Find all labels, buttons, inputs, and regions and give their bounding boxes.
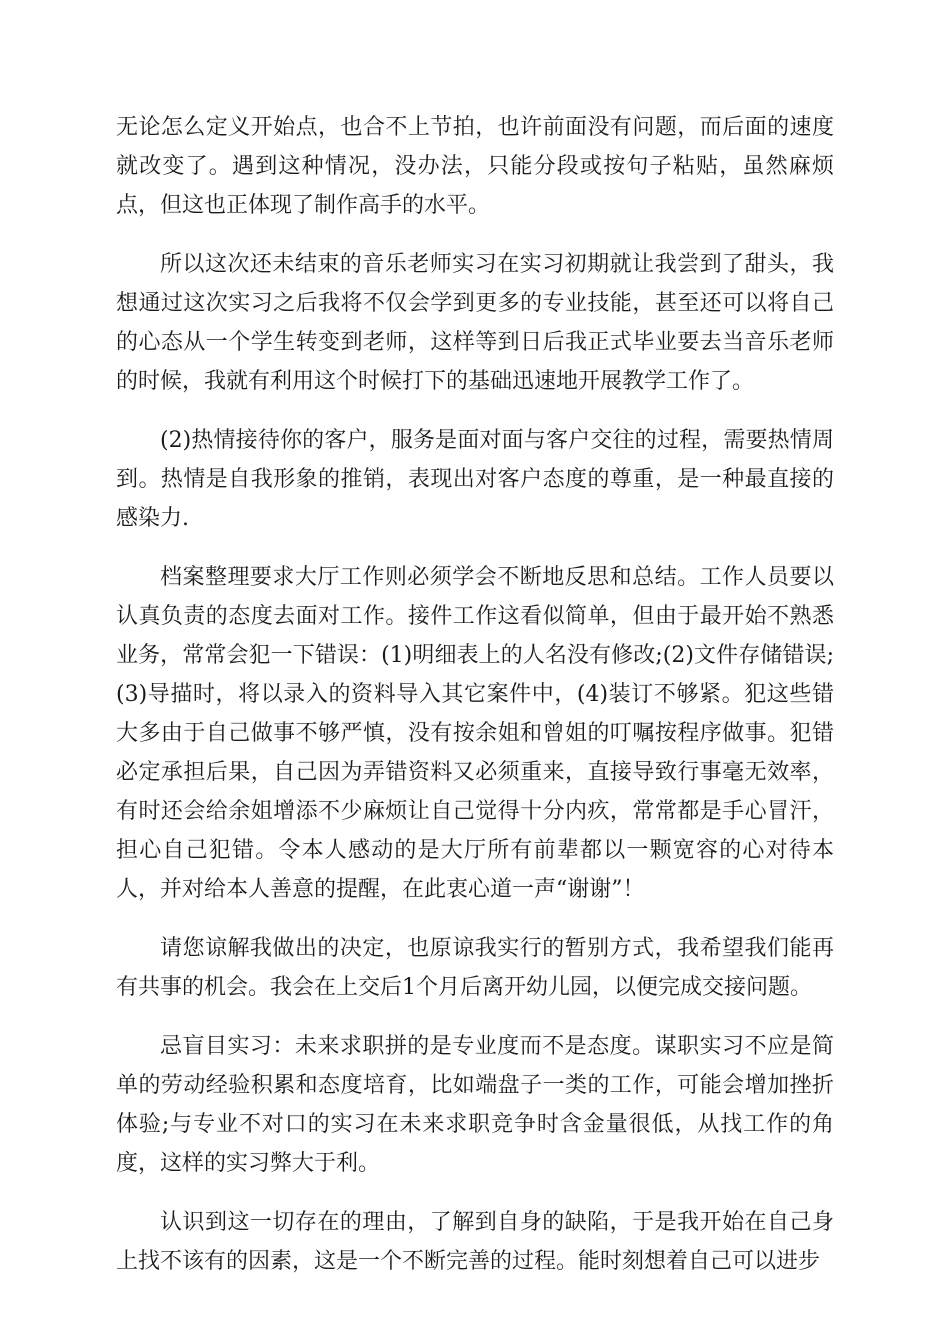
paragraph-resignation: 请您谅解我做出的决定，也原谅我实行的暂别方式，我希望我们能再有共事的机会。我会在上交后1个月后离开幼儿园，以便完成交接问题。 [116, 936, 834, 1000]
paragraph-customer-service: (2)热情接待你的客户，服务是面对面与客户交往的过程，需要热情周到。热情是自我形象的推销，表现出对客户态度的尊重，是一种最直接的感染力. [116, 428, 834, 531]
document-page [116, 108, 834, 1301]
paragraph-self-improvement: 认识到这一切存在的理由，了解到自身的缺陷，于是我开始在自己身上找不该有的因素，这是一个不断完善的过程。能时刻想着自己可以进步 [116, 1210, 834, 1274]
paragraph-music-internship: 所以这次还未结束的音乐老师实习在实习初期就让我尝到了甜头，我想通过这次实习之后我将不仅会学到更多的专业技能，甚至还可以将自己的心态从一个学生转变到老师，这样等到日后我正式毕业要去当音乐老师的时候，我就有利用这个时候打下的基础迅速地开展教学工作了。 [116, 252, 834, 394]
paragraph-archive-work: 档案整理要求大厅工作则必须学会不断地反思和总结。工作人员要以认真负责的态度去面对工作。接件工作这看似简单，但由于最开始不熟悉业务，常常会犯一下错误：(1)明细表上的人名没有修改;(2)文件存储错误;(3)导描时，将以录入的资料导入其它案件中，(4)装订不够紧。犯这些错大多由于自己做事不够严慎，没有按余姐和曾姐的叮嘱按程序做事。犯错必定承担后果，自己因为弄错资料又必须重来，直接导致行事毫无效率，有时还会给余姐增添不少麻烦让自己觉得十分内疚，常常都是手心冒汗，担心自己犯错。令本人感动的是大厅所有前辈都以一颗宽容的心对待本人，并对给本人善意的提醒，在此衷心道一声“谢谢”！ [116, 565, 834, 902]
paragraph-internship-advice: 忌盲目实习：未来求职拼的是专业度而不是态度。谋职实习不应是简单的劳动经验积累和态度培育，比如端盘子一类的工作，可能会增加挫折体验;与专业不对口的实习在未来求职竞争时含金量很低，从找工作的角度，这样的实习弊大于利。 [116, 1034, 834, 1176]
paragraph-continuation: 无论怎么定义开始点，也合不上节拍，也许前面没有问题，而后面的速度就改变了。遇到这种情况，没办法，只能分段或按句子粘贴，虽然麻烦点，但这也正体现了制作高手的水平。 [116, 115, 834, 218]
